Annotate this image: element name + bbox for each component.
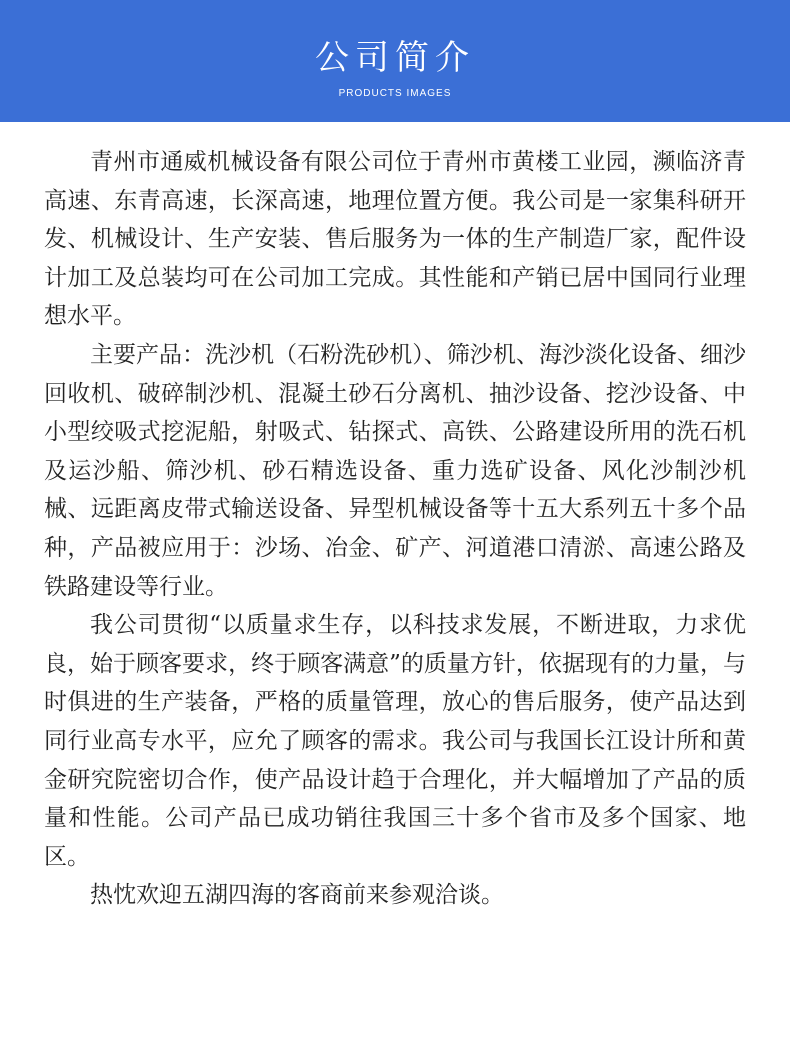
intro-paragraph-products: 主要产品：洗沙机（石粉洗砂机）、筛沙机、海沙淡化设备、细沙回收机、破碎制沙机、混凝土砂石分离机、抽沙设备、挖沙设备、中小型绞吸式挖泥船，射吸式、钻探式、高铁、公路建设所用的洗石机及运沙船、筛沙机、砂石精选设备、重力选矿设备、风化沙制沙机械、远距离皮带式输送设备、异型机械设备等十五大系列五十多个品种，产品被应用于：沙场、冶金、矿产、河道港口清淤、高速公路及铁路建设等行业。 (44, 341, 746, 600)
intro-paragraph-welcome: 热忱欢迎五湖四海的客商前来参观洽谈。 (90, 882, 504, 909)
company-intro-body (44, 143, 746, 915)
intro-paragraph-quality: 我公司贯彻“以质量求生存，以科技求发展，不断进取，力求优良，始于顾客要求，终于顾客满意”的质量方针，依据现有的力量，与时俱进的生产装备，严格的质量管理，放心的售后服务，使产品达到同行业高专水平，应允了顾客的需求。我公司与我国长江设计所和黄金研究院密切合作，使产品设计趋于合理化，并大幅增加了产品的质量和性能。公司产品已成功销往我国三十多个省市及多个国家、地区。 (44, 612, 746, 870)
page-title: 公司简介 (315, 38, 475, 78)
page-subtitle: PRODUCTS IMAGES (338, 88, 452, 99)
header-banner (0, 0, 790, 122)
intro-paragraph-location: 青州市通威机械设备有限公司位于青州市黄楼工业园，濒临济青高速、东青高速，长深高速，地理位置方便。我公司是一家集科研开发、机械设计、生产安装、售后服务为一体的生产制造厂家，配件设计加工及总装均可在公司加工完成。其性能和产销已居中国同行业理想水平。 (44, 149, 746, 330)
